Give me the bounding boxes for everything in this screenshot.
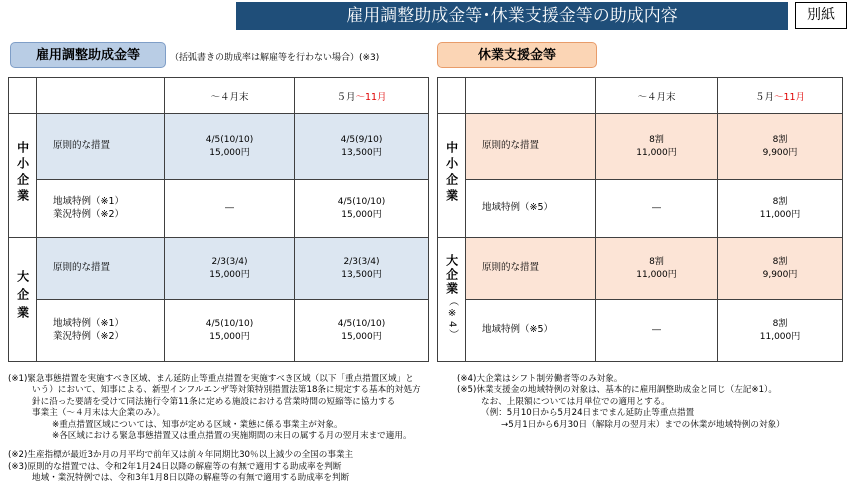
group-label-sme: 中小企業 bbox=[438, 114, 466, 238]
row-label: 原則的な措置 bbox=[466, 114, 596, 180]
rate-cell: ― bbox=[165, 180, 295, 238]
leave-support-table bbox=[437, 77, 843, 362]
rate-cell: 4/5(9/10) 13,500円 bbox=[295, 114, 429, 180]
footnote: 地域・業況特例では、令和3年1月8日以降の解雇等の有無で適用する助成率を判断 bbox=[32, 473, 350, 484]
row-label: 地域特例（※1） 業況特例（※2） bbox=[37, 300, 165, 362]
row-label: 地域特例（※5） bbox=[466, 180, 596, 238]
rate-cell: ― bbox=[596, 300, 718, 362]
footnote: (※1)緊急事態措置を実施すべき区域、まん延防止等重点措置を実施すべき区域（以下「重点措置区域」と bbox=[8, 374, 414, 384]
footnote: (※3)原則的な措置では、令和2年1月24日以降の解雇等の有無で適用する助成率を判断 bbox=[8, 461, 342, 472]
row-label: 原則的な措置 bbox=[466, 238, 596, 300]
footnote: (※2)生産指標が最近3か月の月平均で前年又は前々年同期比30％以上減少の全国の事業主 bbox=[8, 450, 354, 461]
footnote: 事業主（～４月末は大企業のみ）。 bbox=[32, 408, 166, 419]
footnote: →5月1日から6月30日（解除月の翌月末）までの休業が地域特例の対象） bbox=[501, 419, 785, 430]
col-header-april: ～４月末 bbox=[596, 78, 718, 114]
table-row bbox=[438, 180, 843, 238]
col-header-may: ５月～11月 bbox=[295, 78, 429, 114]
table-row bbox=[9, 114, 429, 180]
group-label-large: 大企業（※4） bbox=[438, 238, 466, 362]
footnote: (※4)大企業はシフト制労働者等のみ対象。 bbox=[457, 374, 623, 384]
table-row bbox=[438, 114, 843, 180]
group-label-sme: 中小企業 bbox=[9, 114, 37, 238]
table-row bbox=[438, 300, 843, 362]
rate-cell: 8割 11,000円 bbox=[718, 180, 843, 238]
leave-support-heading: 休業支援金等 bbox=[437, 42, 597, 68]
table-header-row bbox=[9, 78, 429, 114]
employment-subsidy-heading: 雇用調整助成金等 bbox=[10, 42, 166, 68]
table-row bbox=[9, 180, 429, 238]
table-header-row bbox=[438, 78, 843, 114]
col-header-may: ５月～11月 bbox=[718, 78, 843, 114]
rate-cell: 2/3(3/4) 13,500円 bbox=[295, 238, 429, 300]
table-row bbox=[9, 238, 429, 300]
col-header-april: ～４月末 bbox=[165, 78, 295, 114]
rate-cell: 8割 9,900円 bbox=[718, 114, 843, 180]
footnotes-right bbox=[457, 374, 847, 431]
row-label: 原則的な措置 bbox=[37, 114, 165, 180]
rate-cell: 8割 11,000円 bbox=[718, 300, 843, 362]
rate-cell: 8割 11,000円 bbox=[596, 114, 718, 180]
page-title: 雇用調整助成金等･休業支援金等の助成内容 bbox=[236, 2, 788, 30]
footnote: 針に沿った要請を受けて同法施行令第11条に定める施設における営業時間の短縮等に協力する bbox=[32, 396, 396, 407]
rate-note: （括弧書きの助成率は解雇等を行わない場合）(※3) bbox=[170, 53, 380, 63]
rate-cell: 8割 9,900円 bbox=[718, 238, 843, 300]
footnote: いう）において、知事による、新型インフルエンザ等対策特別措置法第18条に規定する基本的対処方 bbox=[32, 385, 421, 396]
row-label: 原則的な措置 bbox=[37, 238, 165, 300]
attachment-badge: 別紙 bbox=[795, 2, 847, 29]
footnote: ※各区域における緊急事態措置又は重点措置の実施期間の末日の属する月の翌月末まで適用。 bbox=[52, 431, 412, 442]
rate-cell: 4/5(10/10) 15,000円 bbox=[165, 114, 295, 180]
employment-subsidy-table bbox=[8, 77, 429, 362]
footnote: (※5)休業支援金の地域特例の対象は、基本的に雇用調整助成金と同じ（左記※1）。 bbox=[457, 385, 777, 396]
rate-cell: 8割 11,000円 bbox=[596, 238, 718, 300]
rate-cell: 2/3(3/4) 15,000円 bbox=[165, 238, 295, 300]
footnote: （例：5月10日から5月24日までまん延防止等重点措置 bbox=[481, 408, 695, 419]
footnote: なお、上限額については月単位での適用とする。 bbox=[481, 396, 670, 407]
footnotes-left bbox=[8, 374, 448, 485]
rate-cell: 4/5(10/10) 15,000円 bbox=[295, 180, 429, 238]
rate-cell: 4/5(10/10) 15,000円 bbox=[165, 300, 295, 362]
row-label: 地域特例（※5） bbox=[466, 300, 596, 362]
group-label-large: 大企業 bbox=[9, 238, 37, 362]
table-row bbox=[438, 238, 843, 300]
rate-cell: ― bbox=[596, 180, 718, 238]
table-row bbox=[9, 300, 429, 362]
rate-cell: 4/5(10/10) 15,000円 bbox=[295, 300, 429, 362]
row-label: 地域特例（※1） 業況特例（※2） bbox=[37, 180, 165, 238]
footnote: ※重点措置区域については、知事が定める区域・業態に係る事業主が対象。 bbox=[52, 419, 343, 430]
